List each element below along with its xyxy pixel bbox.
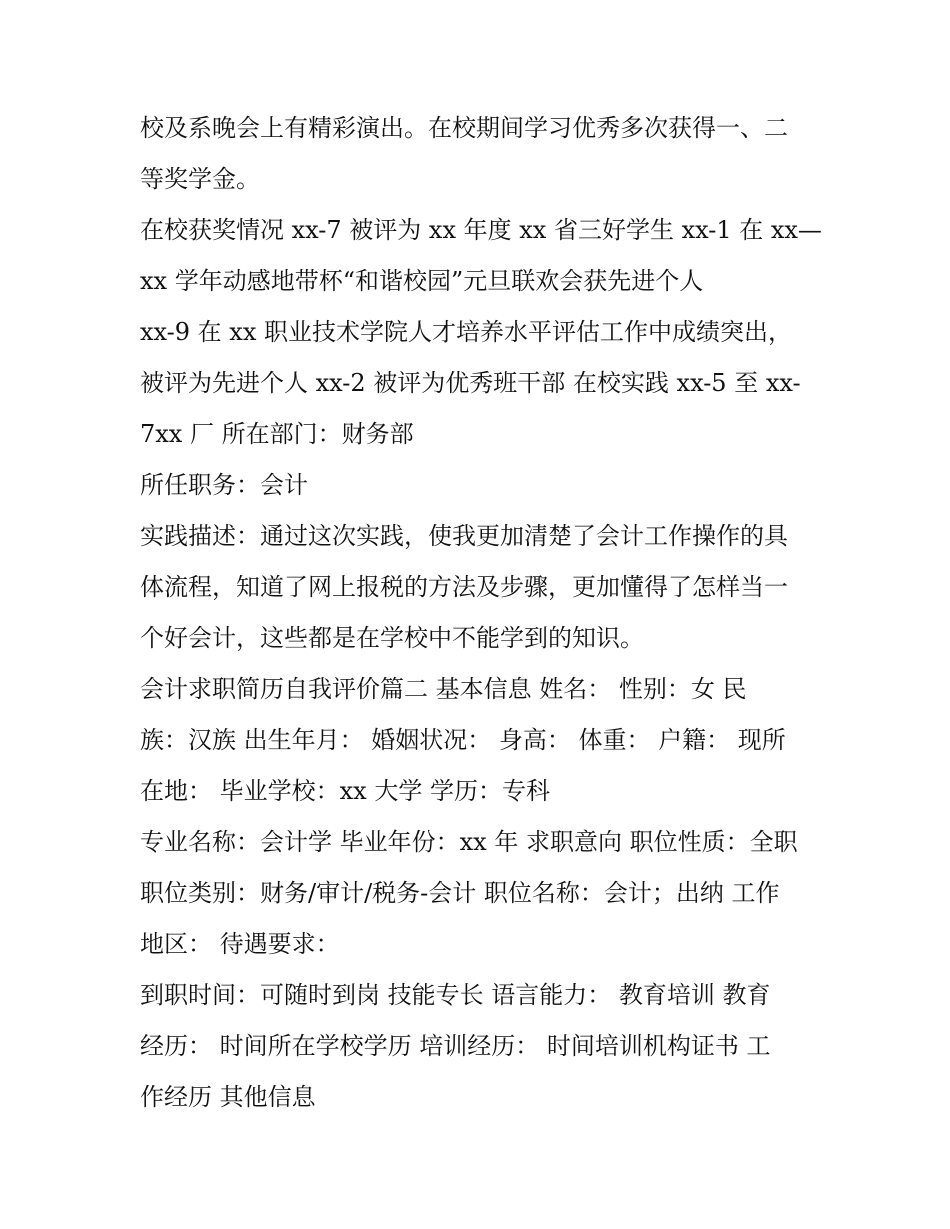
text-line: 所任职务：会计	[140, 471, 308, 499]
text-line: 专业名称：会计学 毕业年份：xx 年 求职意向 职位性质：全职	[140, 828, 798, 856]
text-line: 7xx 厂 所在部门：财务部	[140, 420, 414, 448]
text-line: 经历： 时间所在学校学历 培训经历： 时间培训机构证书 工	[140, 1032, 771, 1060]
text-line: 到职时间：可随时到岗 技能专长 语言能力： 教育培训 教育	[140, 981, 771, 1009]
text-line: 个好会计，这些都是在学校中不能学到的知识。	[140, 624, 644, 652]
text-line: 族：汉族 出生年月： 婚姻状况： 身高： 体重： 户籍： 现所	[140, 726, 786, 754]
text-line: 在校获奖情况 xx-7 被评为 xx 年度 xx 省三好学生 xx-1 在 xx—	[140, 216, 822, 244]
text-line: 等奖学金。	[140, 165, 260, 193]
text-line: 地区： 待遇要求：	[140, 930, 340, 958]
text-line: 在地： 毕业学校：xx 大学 学历：专科	[140, 777, 550, 805]
text-line: 职位类别：财务/审计/税务-会计 职位名称：会计；出纳 工作	[140, 879, 780, 907]
document-body	[140, 103, 820, 1123]
text-line: 校及系晚会上有精彩演出。在校期间学习优秀多次获得一、二	[140, 114, 788, 142]
text-line: 作经历 其他信息	[140, 1083, 316, 1111]
text-line: 体流程，知道了网上报税的方法及步骤，更加懂得了怎样当一	[140, 573, 788, 601]
text-line: xx-9 在 xx 职业技术学院人才培养水平评估工作中成绩突出，	[140, 318, 792, 346]
text-line: 被评为先进个人 xx-2 被评为优秀班干部 在校实践 xx-5 至 xx-	[140, 369, 801, 397]
text-line: 实践描述：通过这次实践，使我更加清楚了会计工作操作的具	[140, 522, 788, 550]
text-line: xx 学年动感地带杯“和谐校园”元旦联欢会获先进个人	[140, 267, 704, 295]
text-line: 会计求职简历自我评价篇二 基本信息 姓名： 性别：女 民	[140, 675, 747, 703]
